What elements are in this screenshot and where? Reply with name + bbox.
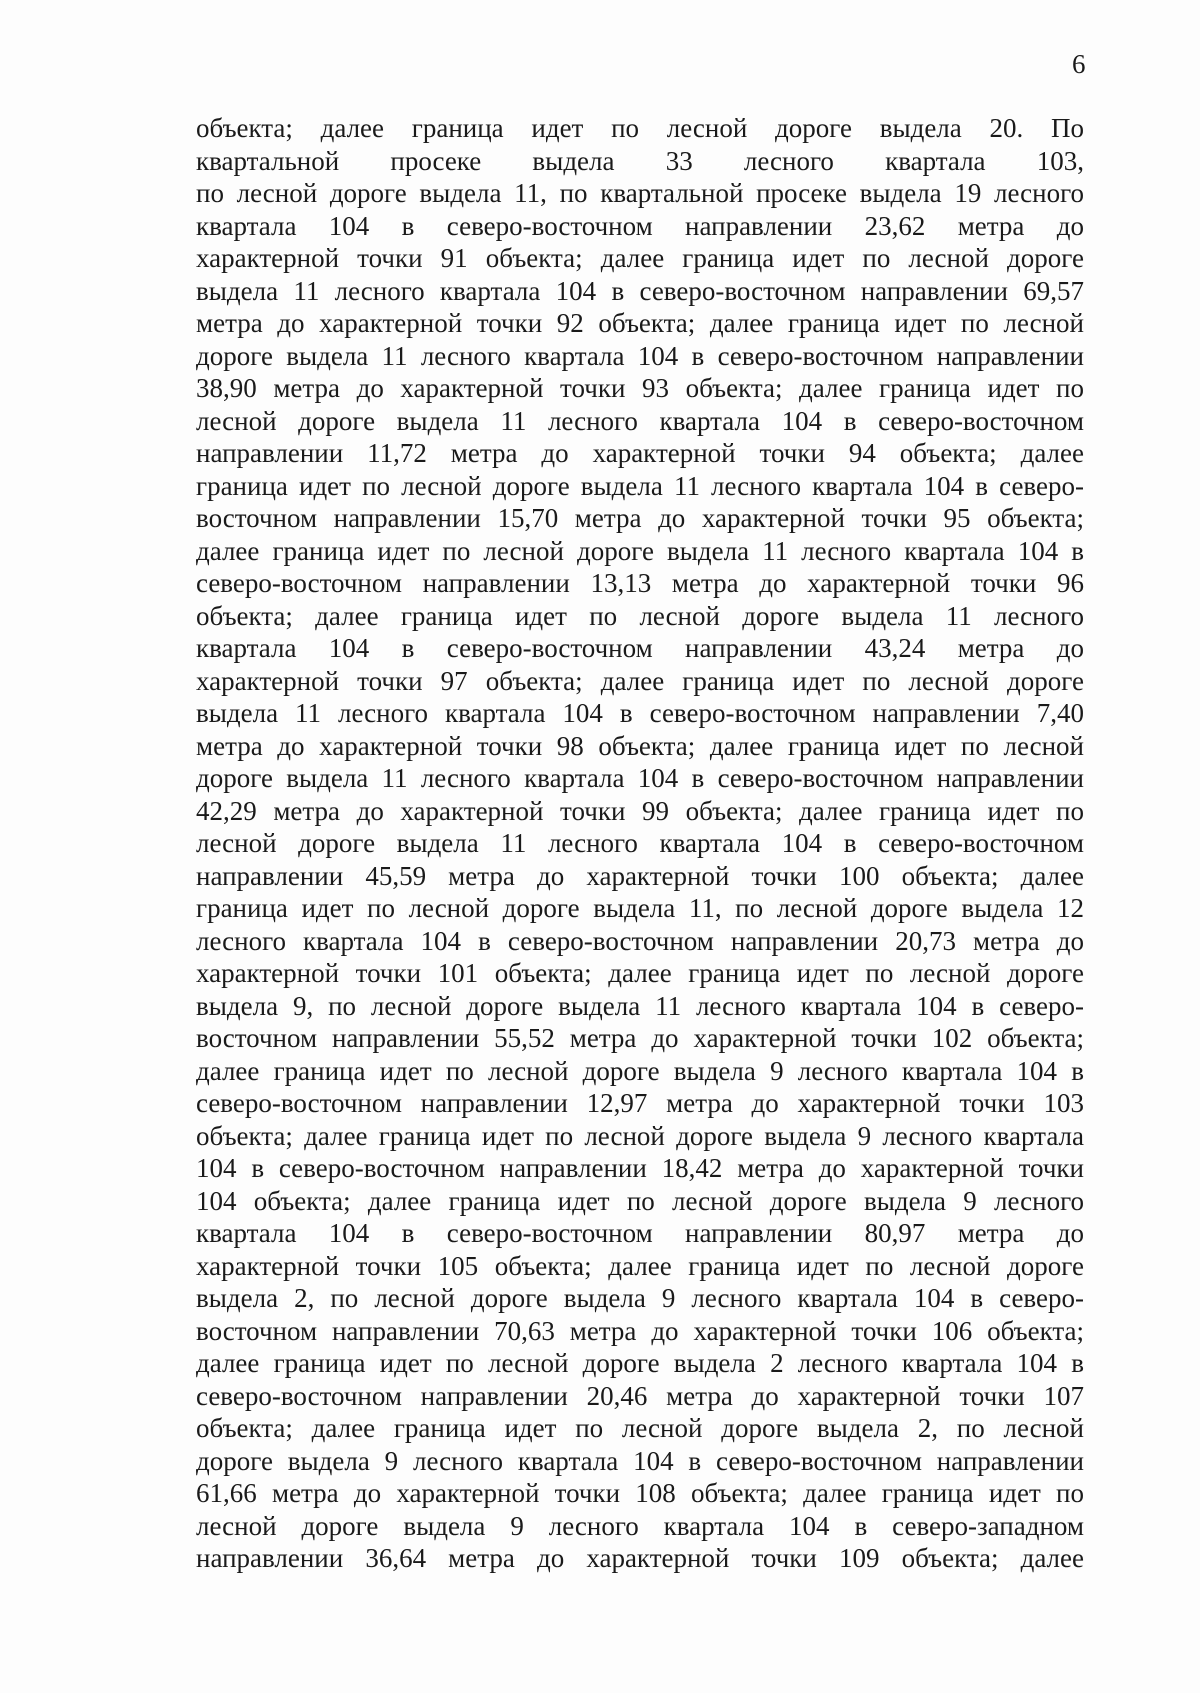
text-line: квартальной просеке выдела 33 лесного квартала 103,: [196, 145, 1084, 176]
text-line: далее граница идет по лесной дороге выдела 9 лесного квартала 104 в: [196, 1055, 1084, 1086]
text-line: характерной точки 105 объекта; далее граница идет по лесной дороге: [196, 1250, 1084, 1281]
text-line: восточном направлении 15,70 метра до характерной точки 95 объекта;: [196, 503, 1084, 533]
page-number: 6: [1072, 49, 1086, 79]
text-line: 104 в северо-восточном направлении 18,42 метра до характерной точки: [196, 1153, 1084, 1183]
text-line: метра до характерной точки 92 объекта; далее граница идет по лесной: [196, 308, 1084, 338]
text-line: выдела 11 лесного квартала 104 в северо-восточном направлении 69,57: [196, 275, 1084, 306]
text-line: объекта; далее граница идет по лесной дороге выдела 11 лесного: [196, 600, 1084, 631]
text-line: направлении 45,59 метра до характерной точки 100 объекта; далее: [196, 860, 1084, 891]
text-line: граница идет по лесной дороге выдела 11, по лесной дороге выдела 12: [196, 893, 1084, 923]
text-line: характерной точки 91 объекта; далее граница идет по лесной дороге: [196, 243, 1084, 273]
text-line: 61,66 метра до характерной точки 108 объекта; далее граница идет по: [196, 1478, 1084, 1508]
text-line: квартала 104 в северо-восточном направлении 43,24 метра до: [196, 633, 1084, 663]
text-line: выдела 2, по лесной дороге выдела 9 лесного квартала 104 в северо-: [196, 1283, 1084, 1313]
text-line: по лесной дороге выдела 11, по квартальной просеке выдела 19 лесного: [196, 178, 1084, 208]
text-line: далее граница идет по лесной дороге выдела 11 лесного квартала 104 в: [196, 535, 1084, 566]
body-text: [196, 112, 1084, 1575]
text-line: 38,90 метра до характерной точки 93 объекта; далее граница идет по: [196, 373, 1084, 403]
text-line: дороге выдела 9 лесного квартала 104 в северо-восточном направлении: [196, 1445, 1084, 1476]
text-line: лесной дороге выдела 9 лесного квартала 104 в северо-западном: [196, 1510, 1084, 1541]
text-line: характерной точки 101 объекта; далее граница идет по лесной дороге: [196, 958, 1084, 988]
text-line: 104 объекта; далее граница идет по лесной дороге выдела 9 лесного: [196, 1185, 1084, 1216]
text-line: объекта; далее граница идет по лесной дороге выдела 2, по лесной: [196, 1413, 1084, 1443]
text-line: восточном направлении 55,52 метра до характерной точки 102 объекта;: [196, 1023, 1084, 1053]
text-line: направлении 36,64 метра до характерной точки 109 объекта; далее: [196, 1543, 1084, 1573]
text-line: квартала 104 в северо-восточном направлении 80,97 метра до: [196, 1218, 1084, 1248]
text-line: далее граница идет по лесной дороге выдела 2 лесного квартала 104 в: [196, 1348, 1084, 1378]
text-line: квартала 104 в северо-восточном направлении 23,62 метра до: [196, 210, 1084, 241]
text-line: выдела 11 лесного квартала 104 в северо-восточном направлении 7,40: [196, 698, 1084, 728]
text-line: направлении 11,72 метра до характерной точки 94 объекта; далее: [196, 438, 1084, 468]
text-line: восточном направлении 70,63 метра до характерной точки 106 объекта;: [196, 1315, 1084, 1346]
text-line: северо-восточном направлении 12,97 метра до характерной точки 103: [196, 1088, 1084, 1118]
text-line: дороге выдела 11 лесного квартала 104 в северо-восточном направлении: [196, 340, 1084, 371]
text-line: выдела 9, по лесной дороге выдела 11 лесного квартала 104 в северо-: [196, 990, 1084, 1021]
text-line: дороге выдела 11 лесного квартала 104 в северо-восточном направлении: [196, 763, 1084, 793]
text-line: лесной дороге выдела 11 лесного квартала 104 в северо-восточном: [196, 405, 1084, 436]
text-line: граница идет по лесной дороге выдела 11 лесного квартала 104 в северо-: [196, 470, 1084, 501]
text-line: 42,29 метра до характерной точки 99 объекта; далее граница идет по: [196, 795, 1084, 826]
text-line: характерной точки 97 объекта; далее граница идет по лесной дороге: [196, 665, 1084, 696]
text-line: северо-восточном направлении 13,13 метра до характерной точки 96: [196, 568, 1084, 598]
text-line: объекта; далее граница идет по лесной дороге выдела 9 лесного квартала: [196, 1120, 1084, 1151]
text-line: лесной дороге выдела 11 лесного квартала 104 в северо-восточном: [196, 828, 1084, 858]
text-line: лесного квартала 104 в северо-восточном направлении 20,73 метра до: [196, 925, 1084, 956]
text-line: северо-восточном направлении 20,46 метра до характерной точки 107: [196, 1380, 1084, 1411]
text-line: объекта; далее граница идет по лесной дороге выдела 20. По: [196, 113, 1084, 143]
text-line: метра до характерной точки 98 объекта; далее граница идет по лесной: [196, 730, 1084, 761]
